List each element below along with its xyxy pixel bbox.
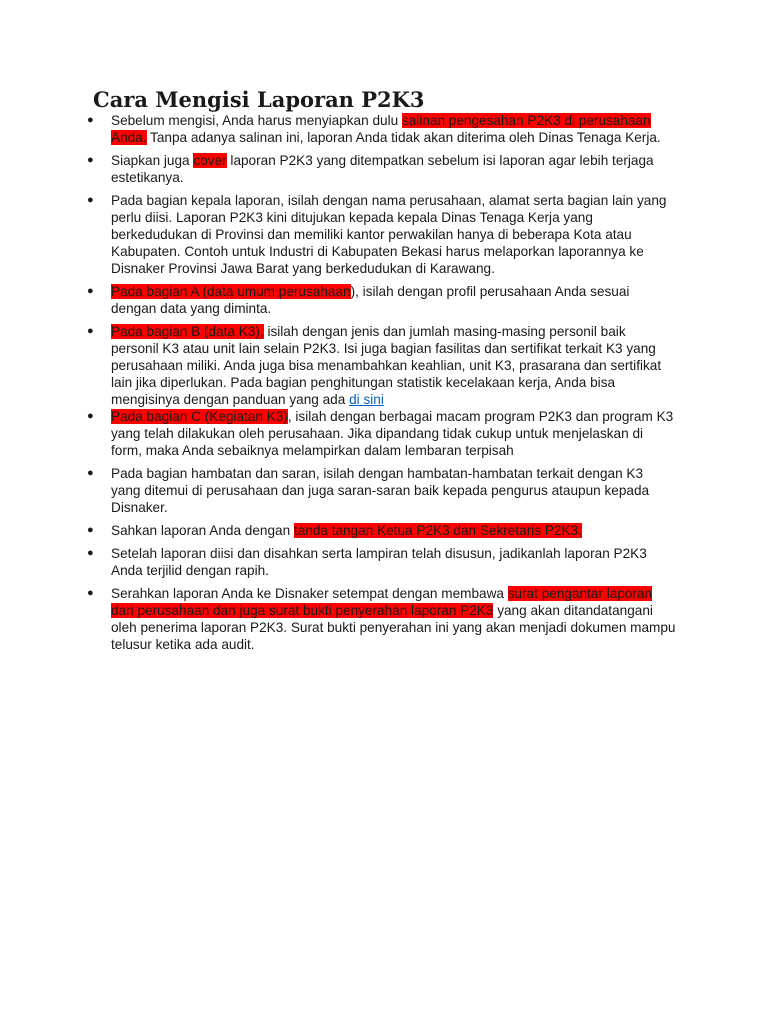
highlighted-text: Pada bagian B (data K3), [111, 324, 264, 339]
item-text: Sebelum mengisi, Anda harus menyiapkan dulu [111, 113, 402, 128]
bullet-icon: ● [87, 154, 94, 166]
bullet-icon: ● [87, 547, 94, 559]
item-text: Sahkan laporan Anda dengan [111, 523, 294, 538]
highlighted-text: tanda tangan Ketua P2K3 dan Sekretaris P2K3. [293, 523, 582, 538]
list-item [87, 283, 676, 317]
item-text: Setelah laporan diisi dan disahkan serta lampiran telah disusun, jadikanlah laporan P2K3 Anda terjilid dengan rapih. [111, 546, 647, 578]
highlighted-text: Pada bagian C (Kegiatan K3) [111, 409, 288, 424]
bullet-icon: ● [87, 285, 94, 297]
bullet-icon: ● [87, 524, 94, 536]
bullet-icon: ● [87, 587, 94, 599]
item-text: isilah dengan jenis dan jumlah masing-masing personil baik personil K3 atau unit lain selain P2K3. Isi juga bagian fasilitas dan sertifikat terkait K3 yang perusahaan miliki. Anda juga bisa menambahkan keahlian, unit K3, prasarana dan sertifikat lain jika diperlukan. Pada bagian penghitungan statistik kecelakaan kerja, Anda bisa mengisinya dengan panduan yang ada [111, 324, 662, 407]
list-item [87, 522, 676, 539]
bullet-icon: ● [87, 114, 94, 126]
bullet-icon: ● [87, 194, 94, 206]
item-text: Pada bagian hambatan dan saran, isilah dengan hambatan-hambatan terkait dengan K3 yang ditemui di perusahaan dan juga saran-saran baik kepada pengurus ataupun kepada Disnaker. [111, 466, 650, 515]
item-text: Tanpa adanya salinan ini, laporan Anda tidak akan diterima oleh Dinas Tenaga Kerja. [146, 130, 661, 145]
list-item [87, 408, 676, 459]
item-text: Siapkan juga [111, 153, 194, 168]
list-item [87, 152, 676, 186]
item-text: , isilah dengan berbagai macam program P2K3 dan program K3 yang telah dilakukan oleh perusahaan. Jika dipandang tidak cukup untuk menjelaskan di form, maka Anda sebaiknya melampirkan dalam lembaran terpisah [111, 409, 674, 458]
item-text: laporan P2K3 yang ditempatkan sebelum isi laporan agar lebih terjaga estetikanya. [111, 153, 654, 185]
highlighted-text: salinan pengesahan P2K3 di perusahaan Anda. [111, 113, 651, 145]
highlighted-text: surat pengantar laporan dari perusahaan dan juga surat bukti penyerahan laporan P2K3 [111, 586, 653, 618]
list-item [87, 465, 676, 516]
bullet-icon: ● [87, 325, 94, 337]
highlighted-text: cover [193, 153, 227, 168]
di-sini-link[interactable]: di sini [349, 392, 384, 407]
bullet-icon: ● [87, 410, 94, 422]
highlighted-text: Pada bagian A (data umum perusahaan [111, 284, 351, 299]
document-title: Cara Mengisi Laporan P2K3 [93, 87, 425, 112]
step-list [87, 112, 676, 659]
bullet-icon: ● [87, 467, 94, 479]
list-item [87, 323, 676, 408]
item-text: Serahkan laporan Anda ke Disnaker setempat dengan membawa [111, 586, 508, 601]
item-text: ), isilah dengan profil perusahaan Anda sesuai dengan data yang diminta. [111, 284, 630, 316]
list-item [87, 192, 676, 277]
list-item [87, 585, 676, 653]
list-item [87, 545, 676, 579]
list-item [87, 112, 676, 146]
item-text: Pada bagian kepala laporan, isilah dengan nama perusahaan, alamat serta bagian lain yang perlu diisi. Laporan P2K3 kini ditujukan kepada kepala Dinas Tenaga Kerja yang berkedudukan di Provinsi dan memiliki kantor perwakilan hanya di beberapa Kota atau Kabupaten. Contoh untuk Industri di Kabupaten Bekasi harus melaporkan laporannya ke Disnaker Provinsi Jawa Barat yang berkedudukan di Karawang. [111, 193, 667, 276]
item-text: yang akan ditandatangani oleh penerima laporan P2K3. Surat bukti penyerahan ini yang akan menjadi dokumen mampu telusur ketika ada audit. [111, 603, 676, 652]
